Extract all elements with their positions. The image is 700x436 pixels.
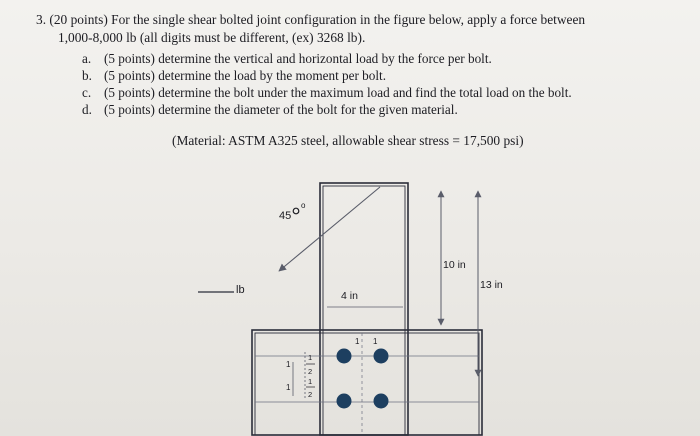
degree-mark: o	[301, 201, 306, 210]
fraction-whole-2: 1	[286, 383, 291, 392]
problem-number: 3.	[36, 12, 47, 27]
fraction-den-1: 2	[308, 367, 313, 376]
bolt-bottom-left	[337, 394, 352, 409]
dim-13-label: 13 in	[480, 279, 503, 291]
fraction-whole-1: 1	[286, 360, 291, 369]
fraction-num-1: 1	[308, 353, 313, 362]
part-b-text: (5 points) determine the load by the moment per bolt.	[104, 68, 386, 83]
material-note: (Material: ASTM A325 steel, allowable shear stress = 17,500 psi)	[172, 133, 524, 148]
part-a-letter: a.	[82, 51, 92, 66]
fraction-num-2: 1	[308, 377, 313, 386]
fraction-den-2: 2	[308, 390, 313, 399]
vertical-member-outer	[320, 183, 408, 435]
bolt-top-left	[337, 349, 352, 364]
bolt-top-right	[374, 349, 389, 364]
part-d-text: (5 points) determine the diameter of the bolt for the given material.	[104, 102, 458, 117]
part-c-text: (5 points) determine the bolt under the maximum load and find the total load on the bolt.	[104, 85, 572, 100]
spacing-label-top-1: 1	[355, 337, 360, 346]
bolt-bottom-right	[374, 394, 389, 409]
force-unit-label: lb	[236, 284, 245, 296]
degree-circle	[293, 208, 299, 214]
part-a-text: (5 points) determine the vertical and horizontal load by the force per bolt.	[104, 51, 492, 66]
dim-10-label: 10 in	[443, 259, 466, 271]
problem-text-1: (20 points) For the single shear bolted joint configuration in the figure below, apply a force between	[49, 12, 586, 27]
force-line	[279, 187, 380, 271]
part-d-letter: d.	[82, 102, 92, 117]
problem-line-2: 1,000-8,000 lb (all digits must be different, (ex) 3268 lb).	[58, 30, 366, 45]
spacing-label-top-2: 1	[373, 337, 378, 346]
part-c-letter: c.	[82, 85, 92, 100]
part-b-letter: b.	[82, 68, 92, 83]
vertical-member-inner	[323, 186, 405, 435]
dim-4-label: 4 in	[341, 290, 358, 302]
angle-label: 45	[279, 210, 292, 222]
